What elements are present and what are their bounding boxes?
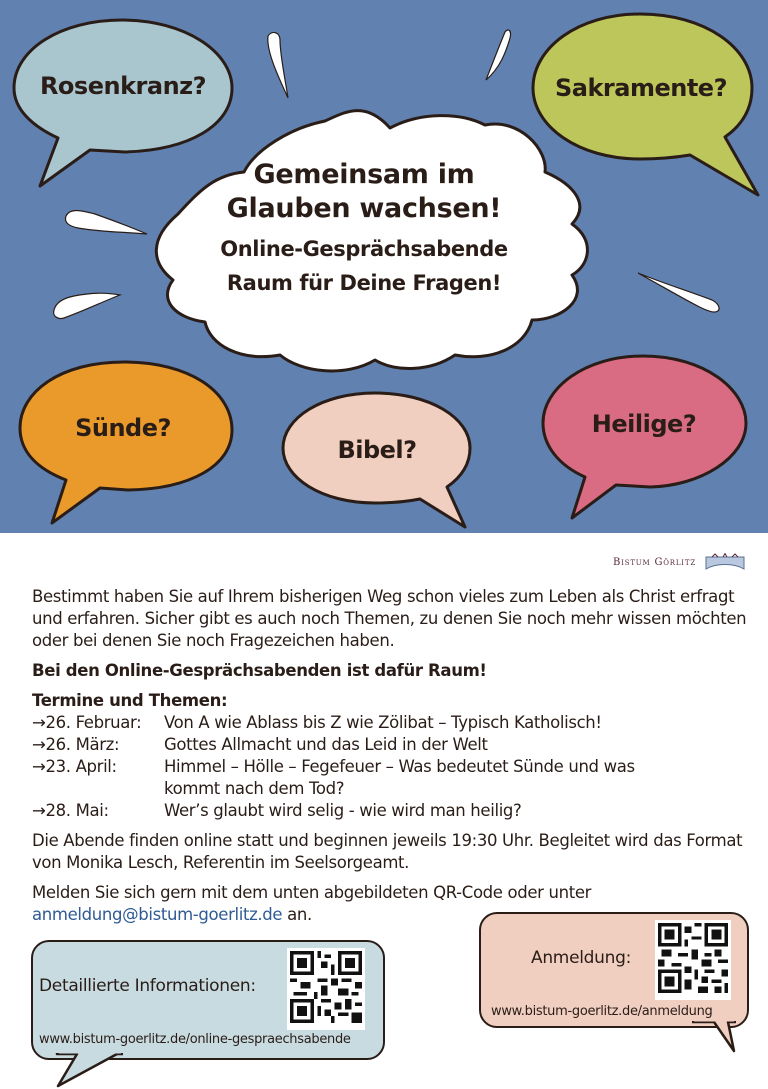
register-suffix: an. xyxy=(282,905,312,924)
headline-line-2: Glauben wachsen! xyxy=(226,193,502,224)
schedule-date: 26. Februar: xyxy=(45,713,142,732)
bubble-bibel: Bibel? xyxy=(337,436,417,464)
schedule-date: 23. April: xyxy=(45,757,117,776)
headline-line-1: Gemeinsam im xyxy=(253,159,475,190)
accent-drop-5 xyxy=(638,273,719,312)
arrow-right-icon: → xyxy=(32,713,46,732)
intro-paragraph: Bestimmt haben Sie auf Ihrem bisherigen Weg schon vieles zum Leben als Christ erfragt und erfahren. Sicher gibt es auch noch Themen, zu denen Sie noch mehr wissen möchten oder bei denen Sie noch Fragezeichen haben. xyxy=(32,587,747,650)
schedule-date: 26. März: xyxy=(45,735,120,754)
bubble-sakramente: Sakramente? xyxy=(554,74,728,102)
accent-drop-4 xyxy=(54,293,120,318)
info-card-url[interactable]: www.bistum-goerlitz.de/online-gespraechsabende xyxy=(39,1032,351,1047)
bubble-heilige: Heilige? xyxy=(591,410,697,438)
schedule-item xyxy=(32,756,752,800)
schedule-heading: Termine und Themen: xyxy=(32,691,228,710)
hero-illustration xyxy=(0,0,768,533)
schedule-date: 28. Mai: xyxy=(45,801,109,820)
bistum-logo xyxy=(613,553,746,571)
arrow-right-icon: → xyxy=(32,757,46,776)
accent-drop-2 xyxy=(486,30,511,80)
bubble-sakramente-shape xyxy=(533,14,758,195)
schedule-topic: Wer’s glaubt wird selig - wie wird man heilig? xyxy=(164,801,522,820)
registration-card-label: Anmeldung: xyxy=(531,948,632,968)
schedule-item xyxy=(32,712,752,734)
body-content xyxy=(32,586,752,934)
schedule-item xyxy=(32,734,752,756)
info-card-label: Detaillierte Informationen: xyxy=(39,976,256,996)
bubble-suende-shape xyxy=(20,362,232,523)
schedule-topic: Gottes Allmacht und das Leid in der Welt xyxy=(164,735,488,754)
arrow-right-icon: → xyxy=(32,801,46,820)
qr-code-icon[interactable] xyxy=(655,920,731,1000)
schedule-topic: Himmel – Hölle – Fegefeuer – Was bedeutet Sünde und was kommt nach dem Tod? xyxy=(164,757,635,798)
accent-drop-3 xyxy=(66,211,148,235)
schedule-item xyxy=(32,800,752,822)
registration-card-tail xyxy=(690,1021,740,1055)
intro-bold-line: Bei den Online-Gesprächsabenden ist dafür Raum! xyxy=(32,661,487,680)
central-burst-text xyxy=(220,158,507,300)
subheadline-line-2: Raum für Deine Fragen! xyxy=(226,271,502,295)
schedule xyxy=(32,690,752,822)
qr-code-icon[interactable] xyxy=(287,948,365,1030)
info-card xyxy=(31,940,385,1060)
info-card-tail xyxy=(55,1053,125,1089)
schedule-topic: Von A wie Ablass bis Z wie Zölibat – Typisch Katholisch! xyxy=(164,713,602,732)
register-text: Melden Sie sich gern mit dem unten abgebildeten QR-Code oder unter xyxy=(32,883,592,902)
details-paragraph: Die Abende finden online statt und beginnen jeweils 19:30 Uhr. Begleitet wird das Format von Monika Lesch, Referentin im Seelsorgeamt. xyxy=(32,831,743,872)
bubble-rosenkranz-shape xyxy=(14,20,232,186)
logo-text: Bistum Görlitz xyxy=(613,556,696,568)
bubble-suende: Sünde? xyxy=(75,414,171,442)
registration-email-link[interactable]: anmeldung@bistum-goerlitz.de xyxy=(32,905,283,924)
crown-arch-icon xyxy=(704,553,746,571)
registration-card-url[interactable]: www.bistum-goerlitz.de/anmeldung xyxy=(491,1004,713,1019)
accent-drop-1 xyxy=(268,33,288,98)
bubble-rosenkranz: Rosenkranz? xyxy=(39,72,207,100)
registration-card xyxy=(479,912,749,1028)
arrow-right-icon: → xyxy=(32,735,46,754)
subheadline-line-1: Online-Gesprächsabende xyxy=(220,237,508,261)
